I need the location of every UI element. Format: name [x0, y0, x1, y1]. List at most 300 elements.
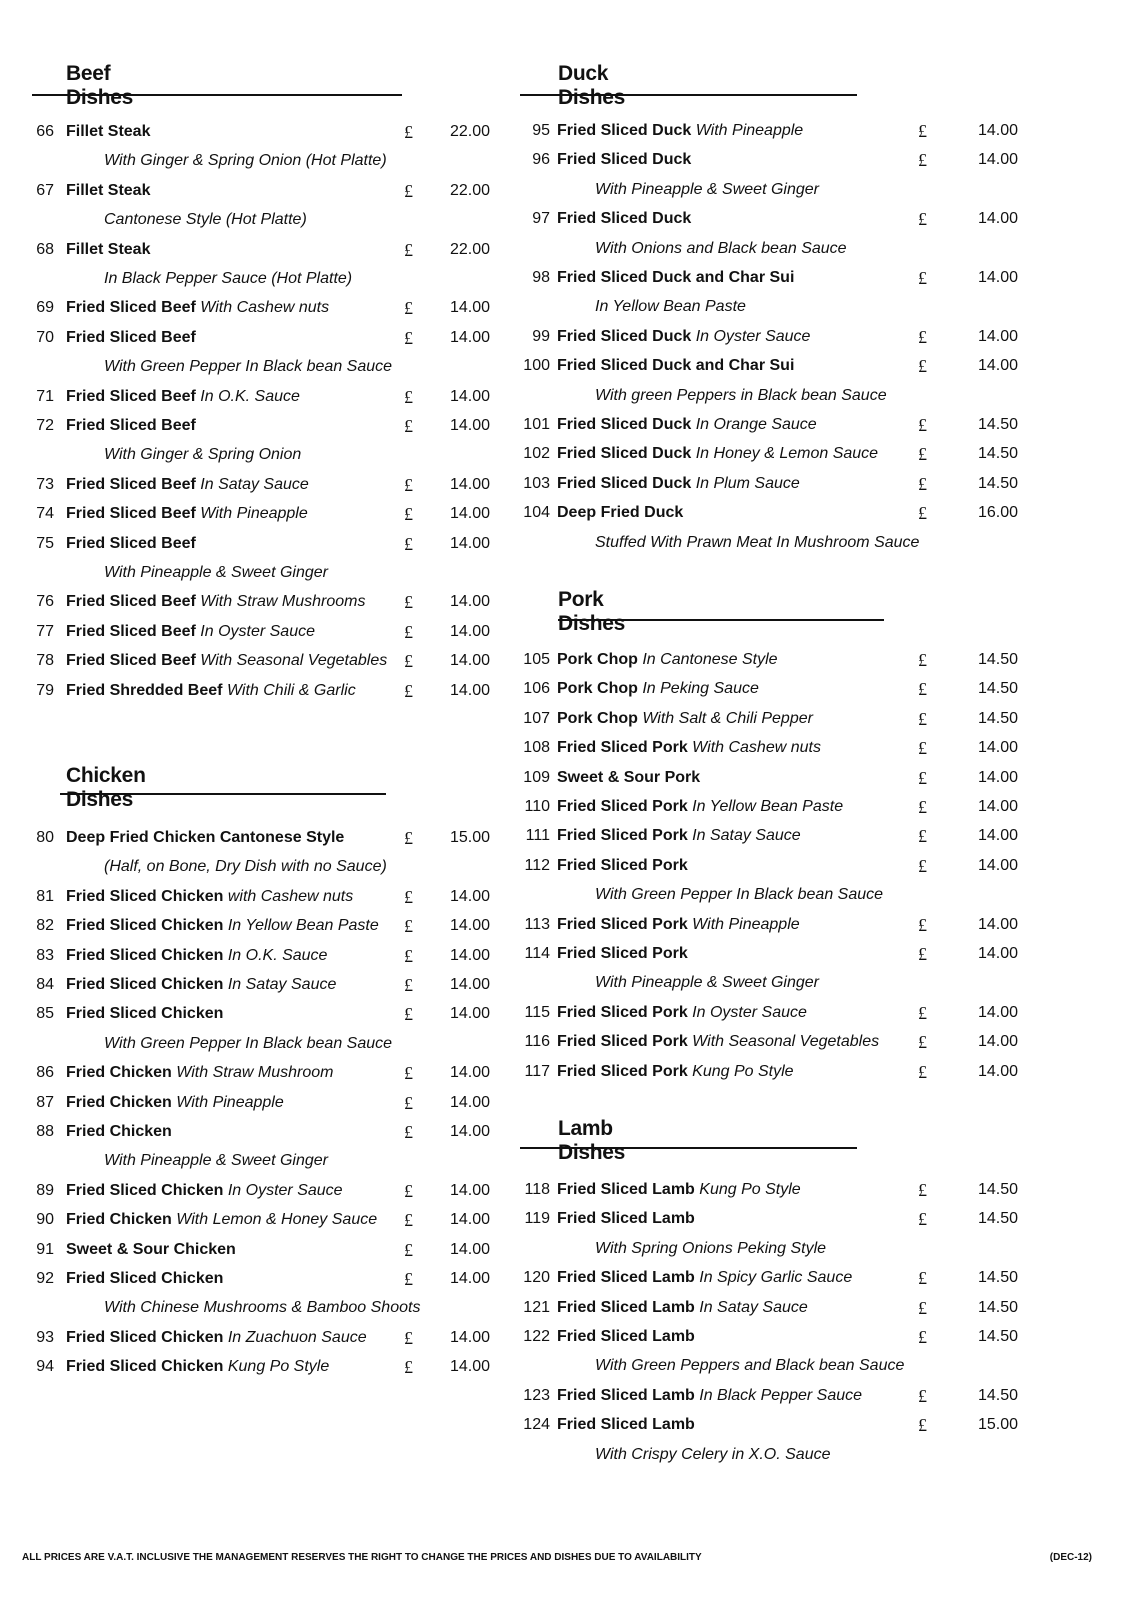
- item-description: With Straw Mushrooms: [200, 593, 366, 611]
- item-title: Fried Sliced Duck: [557, 210, 692, 228]
- item-description: In Honey & Lemon Sauce: [695, 445, 879, 463]
- item-number: 109: [523, 768, 550, 786]
- item-name: [66, 1206, 377, 1234]
- item-title: Fried Sliced Pork: [557, 1003, 688, 1021]
- currency-symbol: £: [918, 268, 927, 288]
- currency-symbol: £: [404, 1269, 413, 1289]
- item-title: Fried Sliced Duck: [557, 474, 692, 492]
- item-price: 14.50: [977, 416, 1018, 433]
- item-name: [66, 412, 196, 440]
- item-number: 117: [524, 1062, 550, 1080]
- item-description: With Lemon & Honey Sauce: [176, 1211, 378, 1229]
- item-price: 14.00: [449, 1211, 490, 1229]
- item-title: Fried Sliced Pork: [557, 856, 688, 874]
- item-name: [66, 971, 336, 999]
- item-number: 110: [524, 798, 550, 815]
- item-price: 14.00: [449, 1328, 490, 1346]
- duck-section-title: Duck Dishes: [558, 62, 626, 109]
- footer-notice: ALL PRICES ARE V.A.T. INCLUSIVE THE MANAGEMENT RESERVES THE RIGHT TO CHANGE THE PRICES AND DISHES DUE TO AVAILABILITY: [22, 1552, 702, 1563]
- item-subdescription: In Yellow Bean Paste: [595, 298, 746, 316]
- item-name: [66, 1118, 172, 1146]
- item-description: With Cashew nuts: [200, 299, 330, 317]
- item-number: 96: [532, 151, 550, 169]
- item-title: Fried Sliced Pork: [557, 739, 688, 757]
- item-name: [557, 1382, 862, 1410]
- item-name: [557, 705, 813, 733]
- currency-symbol: £: [404, 592, 413, 613]
- item-name: [557, 264, 794, 292]
- currency-symbol: £: [404, 621, 413, 642]
- item-name: [557, 764, 700, 792]
- item-number: 102: [523, 445, 550, 463]
- item-number: 74: [36, 505, 54, 523]
- item-description: Kung Po Style: [699, 1181, 801, 1198]
- item-description: with Cashew nuts: [227, 887, 354, 905]
- currency-symbol: £: [918, 209, 927, 230]
- item-number: 85: [36, 1005, 54, 1023]
- item-price: 14.50: [977, 1210, 1018, 1228]
- currency-symbol: £: [404, 298, 413, 319]
- currency-symbol: £: [918, 1180, 927, 1200]
- lamb-section-title: Lamb Dishes: [558, 1117, 626, 1164]
- item-title: Fried Sliced Duck and Char Sui: [557, 357, 795, 375]
- currency-symbol: £: [404, 386, 413, 407]
- item-number: 92: [36, 1270, 54, 1287]
- item-title: Fried Sliced Pork: [557, 945, 688, 962]
- item-title: Pork Chop: [557, 651, 638, 668]
- item-number: 66: [36, 123, 54, 140]
- item-title: Fried Sliced Pork: [557, 1033, 688, 1051]
- item-description: In Satay Sauce: [227, 976, 337, 993]
- item-title: Fried Sliced Chicken: [66, 1358, 224, 1376]
- currency-symbol: £: [404, 1122, 413, 1142]
- item-number: 112: [524, 856, 550, 874]
- item-price: 14.00: [449, 946, 490, 964]
- item-number: 72: [36, 417, 54, 434]
- item-name: [66, 883, 353, 911]
- item-title: Fried Shredded Beef: [66, 681, 223, 699]
- currency-symbol: £: [404, 1092, 413, 1113]
- item-name: [557, 646, 778, 674]
- currency-symbol: £: [404, 1210, 413, 1231]
- item-subdescription: With Spring Onions Peking Style: [595, 1239, 827, 1257]
- item-description: With Chili & Garlic: [226, 681, 356, 699]
- currency-symbol: £: [918, 738, 927, 759]
- currency-symbol: £: [918, 1268, 927, 1289]
- item-title: Deep Fried Duck: [557, 504, 684, 522]
- currency-symbol: £: [404, 1063, 413, 1084]
- item-title: Fried Sliced Beef: [66, 505, 196, 523]
- item-description: In Orange Sauce: [695, 416, 817, 433]
- item-price: 14.50: [977, 1386, 1018, 1404]
- item-description: In Oyster Sauce: [227, 1181, 343, 1199]
- duck-section-rule: [520, 94, 857, 96]
- item-number: 82: [36, 917, 54, 935]
- item-number: 87: [36, 1093, 54, 1111]
- item-name: [66, 588, 366, 616]
- item-title: Fried Sliced Duck: [557, 327, 692, 345]
- currency-symbol: £: [918, 1209, 927, 1230]
- currency-symbol: £: [404, 680, 413, 701]
- item-price: 14.00: [449, 417, 490, 434]
- item-price: 14.50: [977, 680, 1018, 698]
- item-subdescription: With Pineapple & Sweet Ginger: [595, 974, 819, 992]
- item-name: [557, 852, 688, 880]
- item-description: With Pineapple: [695, 122, 804, 139]
- currency-symbol: £: [404, 975, 413, 995]
- item-number: 98: [532, 269, 550, 286]
- item-number: 120: [523, 1269, 550, 1287]
- item-price: 14.00: [449, 976, 490, 993]
- item-number: 103: [523, 474, 550, 492]
- item-number: 80: [36, 829, 54, 846]
- item-title: Fried Sliced Beef: [66, 387, 196, 405]
- item-price: 14.00: [977, 798, 1018, 815]
- item-price: 14.50: [977, 709, 1018, 727]
- item-number: 94: [36, 1358, 54, 1376]
- item-number: 99: [532, 327, 550, 345]
- currency-symbol: £: [918, 415, 927, 435]
- footer-code: (DEC-12): [1049, 1552, 1092, 1563]
- item-subdescription: With Green Pepper In Black bean Sauce: [595, 886, 884, 904]
- item-title: Fried Sliced Beef: [66, 417, 196, 434]
- item-title: Sweet & Sour Chicken: [66, 1240, 236, 1258]
- pork-section-rule: [558, 619, 884, 621]
- item-name: [557, 323, 810, 351]
- item-description: In Oyster Sauce: [200, 622, 315, 640]
- item-name: [66, 618, 315, 646]
- item-number: 69: [36, 299, 54, 317]
- item-price: 22.00: [449, 181, 490, 199]
- item-number: 95: [532, 122, 550, 139]
- chicken-section-title: Chicken Dishes: [66, 764, 146, 811]
- item-number: 89: [36, 1181, 54, 1199]
- item-number: 113: [524, 915, 550, 933]
- currency-symbol: £: [404, 651, 413, 672]
- item-number: 84: [36, 976, 54, 993]
- item-number: 75: [36, 534, 54, 552]
- item-description: In Oyster Sauce: [695, 327, 811, 345]
- currency-symbol: £: [918, 826, 927, 847]
- item-price: 14.00: [977, 151, 1018, 169]
- item-price: 14.00: [449, 1123, 490, 1140]
- item-subdescription: With Ginger & Spring Onion: [104, 446, 302, 464]
- item-price: 14.00: [977, 856, 1018, 874]
- item-name: [66, 471, 309, 499]
- item-price: 14.50: [977, 1328, 1018, 1345]
- currency-symbol: £: [404, 945, 413, 966]
- item-name: [66, 500, 308, 528]
- item-price: 14.00: [977, 210, 1018, 228]
- item-name: [557, 117, 803, 145]
- item-number: 122: [523, 1328, 550, 1345]
- item-description: With Seasonal Vegetables: [692, 1033, 880, 1051]
- item-price: 14.00: [977, 945, 1018, 962]
- item-description: With Pineapple: [200, 505, 308, 523]
- item-title: Fried Sliced Lamb: [557, 1416, 695, 1434]
- item-name: [557, 1028, 879, 1056]
- currency-symbol: £: [404, 180, 413, 201]
- item-title: Fried Sliced Pork: [557, 827, 688, 845]
- currency-symbol: £: [918, 679, 927, 700]
- item-price: 14.50: [977, 1181, 1018, 1198]
- item-price: 14.00: [449, 1005, 490, 1023]
- item-title: Fried Sliced Duck: [557, 151, 692, 169]
- item-number: 68: [36, 240, 54, 258]
- item-subdescription: With Pineapple & Sweet Ginger: [595, 180, 819, 198]
- currency-symbol: £: [918, 444, 927, 465]
- item-price: 14.00: [977, 1062, 1018, 1080]
- item-description: In Yellow Bean Paste: [227, 917, 379, 935]
- item-name: [557, 793, 843, 821]
- item-description: In O.K. Sauce: [200, 387, 300, 405]
- item-title: Fried Sliced Chicken: [66, 887, 224, 905]
- item-name: [557, 1294, 808, 1322]
- item-title: Deep Fried Chicken Cantonese Style: [66, 829, 345, 846]
- item-title: Fried Sliced Lamb: [557, 1386, 695, 1404]
- item-title: Fried Sliced Chicken: [66, 1270, 224, 1287]
- item-number: 97: [532, 210, 550, 228]
- item-number: 91: [36, 1240, 54, 1258]
- item-title: Fried Chicken: [66, 1211, 172, 1229]
- item-name: [557, 734, 821, 762]
- item-name: [557, 411, 817, 439]
- item-subdescription: With Green Pepper In Black bean Sauce: [104, 1034, 393, 1052]
- item-number: 73: [36, 475, 54, 493]
- item-title: Fried Sliced Chicken: [66, 1328, 224, 1346]
- item-name: [557, 1323, 695, 1351]
- item-description: In O.K. Sauce: [227, 946, 328, 964]
- item-name: [557, 1264, 852, 1292]
- item-number: 123: [523, 1386, 550, 1404]
- item-title: Fried Sliced Chicken: [66, 976, 224, 993]
- item-number: 93: [36, 1328, 54, 1346]
- item-name: [66, 1236, 236, 1264]
- item-title: Fried Sliced Beef: [66, 534, 196, 552]
- item-number: 101: [523, 416, 550, 433]
- item-name: [557, 911, 800, 939]
- currency-symbol: £: [918, 1385, 927, 1406]
- item-number: 124: [523, 1416, 550, 1434]
- item-title: Sweet & Sour Pork: [557, 768, 701, 786]
- item-name: [66, 324, 196, 352]
- item-name: [66, 1089, 284, 1117]
- item-name: [66, 118, 150, 146]
- currency-symbol: £: [918, 326, 927, 347]
- item-name: [557, 940, 688, 968]
- item-title: Fried Sliced Lamb: [557, 1269, 695, 1287]
- item-price: 14.00: [449, 1240, 490, 1258]
- item-title: Fried Sliced Beef: [66, 593, 196, 611]
- item-title: Pork Chop: [557, 680, 638, 698]
- item-price: 14.00: [449, 917, 490, 935]
- item-title: Fried Sliced Chicken: [66, 1181, 224, 1199]
- item-name: [66, 530, 196, 558]
- currency-symbol: £: [918, 650, 927, 670]
- item-name: [557, 352, 794, 380]
- item-number: 83: [36, 946, 54, 964]
- item-description: With Pineapple: [692, 915, 800, 933]
- item-title: Pork Chop: [557, 709, 638, 727]
- item-subdescription: With Chinese Mushrooms & Bamboo Shoots: [104, 1299, 421, 1317]
- item-price: 14.00: [977, 768, 1018, 786]
- item-subdescription: With Pineapple & Sweet Ginger: [104, 564, 328, 581]
- item-name: [557, 499, 683, 527]
- item-number: 70: [36, 328, 54, 346]
- lamb-section-rule: [520, 1147, 857, 1149]
- item-name: [557, 999, 807, 1027]
- item-price: 14.00: [977, 327, 1018, 345]
- item-name: [557, 440, 878, 468]
- item-name: [557, 470, 800, 498]
- item-title: Fillet Steak: [66, 181, 151, 199]
- item-description: In Black Pepper Sauce: [699, 1386, 863, 1404]
- currency-symbol: £: [918, 121, 927, 141]
- footer: [22, 1552, 1112, 1563]
- item-price: 14.00: [449, 887, 490, 905]
- item-name: [557, 146, 691, 174]
- item-name: [66, 1177, 343, 1205]
- item-description: In Satay Sauce: [692, 827, 801, 845]
- currency-symbol: £: [918, 1415, 927, 1436]
- item-price: 14.00: [449, 505, 490, 523]
- currency-symbol: £: [918, 708, 927, 729]
- item-price: 14.00: [449, 328, 490, 346]
- item-number: 67: [36, 181, 54, 199]
- item-price: 14.00: [449, 299, 490, 317]
- item-title: Fried Chicken: [66, 1123, 172, 1140]
- pork-section-title: Pork Dishes: [558, 588, 626, 635]
- item-description: In Satay Sauce: [200, 475, 309, 493]
- item-description: With Pineapple: [176, 1093, 284, 1111]
- item-price: 14.00: [977, 357, 1018, 375]
- item-name: [66, 677, 356, 705]
- item-title: Fried Sliced Beef: [66, 475, 196, 493]
- item-price: 14.00: [977, 739, 1018, 757]
- item-name: [66, 1265, 223, 1293]
- item-name: [66, 1000, 223, 1028]
- currency-symbol: £: [404, 916, 413, 937]
- item-subdescription: With Green Pepper In Black bean Sauce: [104, 358, 393, 376]
- item-description: In Oyster Sauce: [692, 1003, 807, 1021]
- item-subdescription: With green Peppers in Black bean Sauce: [595, 386, 887, 404]
- item-number: 71: [36, 387, 54, 405]
- item-description: Kung Po Style: [227, 1358, 330, 1376]
- item-number: 115: [524, 1003, 550, 1021]
- currency-symbol: £: [404, 239, 413, 260]
- currency-symbol: £: [404, 122, 413, 142]
- item-number: 114: [524, 945, 550, 962]
- item-price: 15.00: [449, 829, 490, 846]
- item-title: Fried Sliced Duck: [557, 122, 692, 139]
- item-price: 14.00: [449, 1064, 490, 1082]
- item-number: 90: [36, 1211, 54, 1229]
- item-number: 88: [36, 1123, 54, 1140]
- item-description: In Spicy Garlic Sauce: [699, 1269, 853, 1287]
- item-name: [557, 1411, 695, 1439]
- beef-section-title: Beef Dishes: [66, 62, 134, 109]
- item-title: Fried Sliced Lamb: [557, 1181, 695, 1198]
- currency-symbol: £: [918, 797, 927, 817]
- chicken-section-rule: [60, 793, 386, 795]
- item-title: Fried Chicken: [66, 1093, 172, 1111]
- item-price: 14.00: [449, 681, 490, 699]
- item-subdescription: (Half, on Bone, Dry Dish with no Sauce): [104, 858, 387, 876]
- item-price: 14.00: [449, 387, 490, 405]
- currency-symbol: £: [918, 855, 927, 876]
- item-name: [557, 205, 691, 233]
- item-name: [66, 912, 379, 940]
- item-price: 14.00: [449, 1270, 490, 1287]
- item-price: 14.50: [977, 1269, 1018, 1287]
- currency-symbol: £: [918, 503, 927, 524]
- item-number: 86: [36, 1064, 54, 1082]
- item-price: 14.00: [977, 269, 1018, 286]
- item-price: 14.00: [449, 593, 490, 611]
- currency-symbol: £: [918, 1032, 927, 1053]
- item-name: [66, 294, 329, 322]
- item-number: 105: [523, 651, 550, 668]
- item-number: 108: [523, 739, 550, 757]
- item-description: With Straw Mushroom: [176, 1064, 334, 1082]
- currency-symbol: £: [404, 886, 413, 907]
- item-title: Fried Sliced Chicken: [66, 946, 224, 964]
- item-number: 111: [525, 827, 550, 845]
- item-number: 119: [524, 1210, 550, 1228]
- item-price: 14.00: [449, 622, 490, 640]
- currency-symbol: £: [404, 504, 413, 525]
- item-name: [66, 236, 150, 264]
- item-name: [66, 1324, 367, 1352]
- item-description: With Cashew nuts: [692, 739, 821, 757]
- item-title: Fried Sliced Lamb: [557, 1298, 695, 1316]
- item-title: Fried Sliced Beef: [66, 299, 196, 317]
- currency-symbol: £: [918, 356, 927, 377]
- item-name: [66, 824, 344, 852]
- item-name: [66, 647, 387, 675]
- item-number: 100: [523, 357, 550, 375]
- item-description: In Yellow Bean Paste: [692, 798, 844, 815]
- item-title: Fried Sliced Lamb: [557, 1328, 695, 1345]
- currency-symbol: £: [404, 1004, 413, 1025]
- item-title: Fried Sliced Pork: [557, 1062, 688, 1080]
- item-price: 14.00: [449, 652, 490, 670]
- item-title: Fried Sliced Chicken: [66, 917, 224, 935]
- currency-symbol: £: [918, 944, 927, 964]
- currency-symbol: £: [404, 1357, 413, 1378]
- currency-symbol: £: [404, 474, 413, 495]
- item-description: In Zuachuon Sauce: [227, 1328, 367, 1346]
- item-name: [66, 177, 150, 205]
- item-price: 14.00: [977, 827, 1018, 845]
- item-number: 118: [524, 1181, 550, 1198]
- item-price: 14.00: [977, 122, 1018, 139]
- item-number: 106: [523, 680, 550, 698]
- item-description: In Peking Sauce: [642, 680, 759, 698]
- item-subdescription: With Ginger & Spring Onion (Hot Platte): [104, 152, 387, 170]
- item-subdescription: With Onions and Black bean Sauce: [595, 239, 847, 257]
- item-title: Fried Chicken: [66, 1064, 172, 1082]
- item-subdescription: With Pineapple & Sweet Ginger: [104, 1152, 328, 1170]
- item-number: 77: [36, 622, 54, 640]
- item-price: 14.50: [977, 1298, 1018, 1316]
- item-price: 14.50: [977, 474, 1018, 492]
- item-price: 22.00: [449, 123, 490, 140]
- item-name: [66, 1353, 329, 1381]
- item-description: In Cantonese Style: [642, 651, 778, 668]
- item-title: Fried Sliced Pork: [557, 915, 688, 933]
- currency-symbol: £: [918, 150, 927, 171]
